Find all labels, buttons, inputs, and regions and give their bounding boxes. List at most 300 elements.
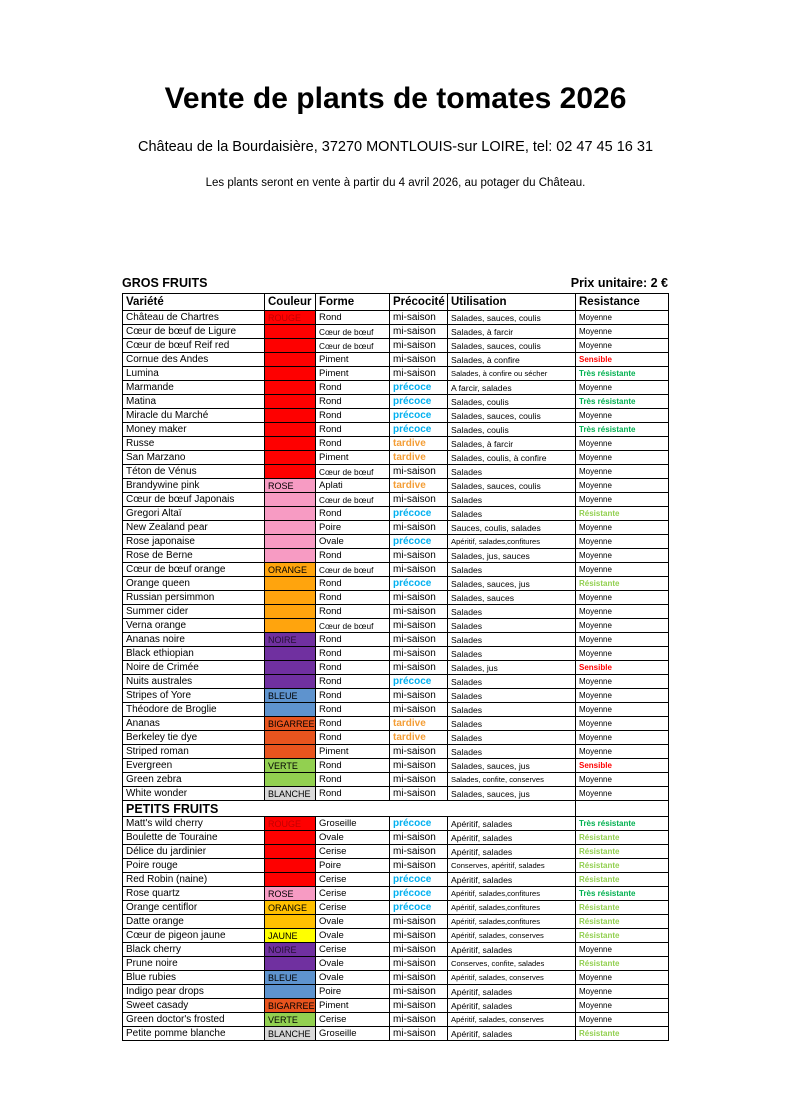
variety-cell: Poire rouge — [123, 859, 265, 873]
variety-cell: Délice du jardinier — [123, 845, 265, 859]
table-row — [123, 619, 669, 633]
utilisation-cell: Apéritif, salades,confitures — [448, 887, 576, 901]
color-swatch-cell: NOIRE — [265, 943, 316, 957]
variety-cell: Téton de Vénus — [123, 465, 265, 479]
table-row — [123, 817, 669, 831]
table-row — [123, 577, 669, 591]
variety-cell: Berkeley tie dye — [123, 731, 265, 745]
forme-cell: Piment — [316, 367, 390, 381]
precocite-cell: mi-saison — [390, 325, 448, 339]
precocite-cell: mi-saison — [390, 703, 448, 717]
color-swatch-cell — [265, 845, 316, 859]
forme-cell: Ovale — [316, 535, 390, 549]
precocite-cell: précoce — [390, 423, 448, 437]
color-swatch-cell — [265, 339, 316, 353]
precocite-cell: mi-saison — [390, 339, 448, 353]
resistance-cell: Moyenne — [576, 381, 669, 395]
precocite-cell: mi-saison — [390, 521, 448, 535]
variety-cell: Matina — [123, 395, 265, 409]
table-row — [123, 311, 669, 325]
resistance-cell: Résistante — [576, 915, 669, 929]
forme-cell: Cœur de bœuf — [316, 563, 390, 577]
variety-cell: Ananas — [123, 717, 265, 731]
color-swatch-cell: ORANGE — [265, 901, 316, 915]
precocite-cell: mi-saison — [390, 563, 448, 577]
table-row — [123, 773, 669, 787]
utilisation-cell: Apéritif, salades — [448, 817, 576, 831]
gros-fruits-label: GROS FRUITS — [122, 276, 208, 290]
precocite-cell: mi-saison — [390, 929, 448, 943]
variety-cell: Evergreen — [123, 759, 265, 773]
utilisation-cell: Apéritif, salades — [448, 999, 576, 1013]
forme-cell: Cœur de bœuf — [316, 619, 390, 633]
precocite-cell: mi-saison — [390, 859, 448, 873]
variety-cell: Cœur de bœuf Japonais — [123, 493, 265, 507]
table-row — [123, 831, 669, 845]
precocite-cell: précoce — [390, 873, 448, 887]
variety-cell: Prune noire — [123, 957, 265, 971]
resistance-cell: Résistante — [576, 577, 669, 591]
color-swatch-cell — [265, 675, 316, 689]
table-row — [123, 605, 669, 619]
precocite-cell: précoce — [390, 381, 448, 395]
color-swatch-cell — [265, 957, 316, 971]
page-title: Vente de plants de tomates 2026 — [164, 82, 627, 115]
utilisation-cell: Salades, coulis — [448, 395, 576, 409]
table-row — [123, 633, 669, 647]
forme-cell: Ovale — [316, 957, 390, 971]
table-row — [123, 353, 669, 367]
table-row — [123, 901, 669, 915]
variety-cell: Gregori Altaï — [123, 507, 265, 521]
resistance-cell: Moyenne — [576, 311, 669, 325]
forme-cell: Poire — [316, 985, 390, 999]
precocite-cell: précoce — [390, 395, 448, 409]
variety-cell: Lumina — [123, 367, 265, 381]
precocite-cell: mi-saison — [390, 831, 448, 845]
variety-cell: Rose japonaise — [123, 535, 265, 549]
utilisation-cell: Apéritif, salades, conserves — [448, 929, 576, 943]
sale-note: Les plants seront en vente à partir du 4 avril 2026, au potager du Château. — [205, 177, 586, 189]
resistance-cell: Résistante — [576, 873, 669, 887]
resistance-cell: Sensible — [576, 661, 669, 675]
variety-cell: Boulette de Touraine — [123, 831, 265, 845]
precocite-cell: précoce — [390, 577, 448, 591]
forme-cell: Piment — [316, 999, 390, 1013]
resistance-cell: Moyenne — [576, 549, 669, 563]
forme-cell: Ovale — [316, 929, 390, 943]
document-page — [0, 82, 791, 1106]
color-swatch-cell: BLEUE — [265, 971, 316, 985]
resistance-cell: Moyenne — [576, 535, 669, 549]
variety-cell: Red Robin (naine) — [123, 873, 265, 887]
resistance-cell: Très résistante — [576, 367, 669, 381]
utilisation-cell: Salades — [448, 647, 576, 661]
table-header-row — [123, 294, 669, 311]
utilisation-cell: Salades, sauces, coulis — [448, 311, 576, 325]
utilisation-cell: Salades, coulis, à confire — [448, 451, 576, 465]
table-row — [123, 971, 669, 985]
variety-cell: Datte orange — [123, 915, 265, 929]
forme-cell: Rond — [316, 675, 390, 689]
variety-cell: New Zealand pear — [123, 521, 265, 535]
variety-cell: Green doctor's frosted — [123, 1013, 265, 1027]
resistance-cell: Moyenne — [576, 521, 669, 535]
color-swatch-cell: NOIRE — [265, 633, 316, 647]
resistance-cell: Moyenne — [576, 787, 669, 801]
precocite-cell: mi-saison — [390, 773, 448, 787]
table-row — [123, 873, 669, 887]
color-swatch-cell: BLANCHE — [265, 1027, 316, 1041]
utilisation-cell: Salades — [448, 717, 576, 731]
resistance-cell: Moyenne — [576, 325, 669, 339]
variety-cell: Petite pomme blanche — [123, 1027, 265, 1041]
precocite-cell: mi-saison — [390, 957, 448, 971]
precocite-cell: tardive — [390, 451, 448, 465]
table-row — [123, 985, 669, 999]
resistance-cell: Résistante — [576, 845, 669, 859]
precocite-cell: mi-saison — [390, 915, 448, 929]
table-row — [123, 325, 669, 339]
color-swatch-cell — [265, 873, 316, 887]
table-row — [123, 957, 669, 971]
color-swatch-cell — [265, 619, 316, 633]
variety-cell: Money maker — [123, 423, 265, 437]
table-row — [123, 423, 669, 437]
utilisation-cell: Salades, à confire ou sécher — [448, 367, 576, 381]
variety-cell: Orange queen — [123, 577, 265, 591]
resistance-cell: Résistante — [576, 929, 669, 943]
resistance-cell: Moyenne — [576, 647, 669, 661]
resistance-cell: Moyenne — [576, 493, 669, 507]
forme-cell: Rond — [316, 507, 390, 521]
variety-cell: Russe — [123, 437, 265, 451]
precocite-cell: mi-saison — [390, 689, 448, 703]
color-swatch-cell: ORANGE — [265, 563, 316, 577]
forme-cell: Rond — [316, 381, 390, 395]
utilisation-cell: Apéritif, salades — [448, 943, 576, 957]
table-row — [123, 535, 669, 549]
forme-cell: Rond — [316, 759, 390, 773]
table-row — [123, 943, 669, 957]
variety-cell: Ananas noire — [123, 633, 265, 647]
forme-cell: Cerise — [316, 901, 390, 915]
table-row — [123, 787, 669, 801]
color-swatch-cell — [265, 831, 316, 845]
variety-cell: San Marzano — [123, 451, 265, 465]
forme-cell: Groseille — [316, 817, 390, 831]
color-swatch-cell — [265, 381, 316, 395]
forme-cell: Poire — [316, 521, 390, 535]
resistance-cell: Résistante — [576, 507, 669, 521]
resistance-cell: Résistante — [576, 831, 669, 845]
color-swatch-cell — [265, 985, 316, 999]
table-row — [123, 759, 669, 773]
forme-cell: Rond — [316, 633, 390, 647]
color-swatch-cell: BIGARREE — [265, 717, 316, 731]
variety-cell: Summer cider — [123, 605, 265, 619]
variety-cell: Rose quartz — [123, 887, 265, 901]
forme-cell: Rond — [316, 437, 390, 451]
color-swatch-cell — [265, 535, 316, 549]
table-row — [123, 591, 669, 605]
resistance-cell: Moyenne — [576, 717, 669, 731]
variety-cell: Noire de Crimée — [123, 661, 265, 675]
table-row — [123, 675, 669, 689]
forme-cell: Rond — [316, 311, 390, 325]
variety-cell: Château de Chartres — [123, 311, 265, 325]
forme-cell: Rond — [316, 773, 390, 787]
resistance-cell: Résistante — [576, 957, 669, 971]
precocite-cell: mi-saison — [390, 745, 448, 759]
utilisation-cell: Salades — [448, 619, 576, 633]
precocite-cell: précoce — [390, 901, 448, 915]
resistance-cell: Moyenne — [576, 437, 669, 451]
resistance-cell: Moyenne — [576, 619, 669, 633]
table-row — [123, 689, 669, 703]
precocite-cell: mi-saison — [390, 605, 448, 619]
forme-cell: Cerise — [316, 845, 390, 859]
utilisation-cell: Salades, jus — [448, 661, 576, 675]
color-swatch-cell — [265, 605, 316, 619]
utilisation-cell: Salades, sauces, coulis — [448, 479, 576, 493]
resistance-cell: Moyenne — [576, 451, 669, 465]
utilisation-cell: Salades, à confire — [448, 353, 576, 367]
resistance-cell: Moyenne — [576, 1013, 669, 1027]
utilisation-cell: Salades — [448, 465, 576, 479]
resistance-cell: Résistante — [576, 859, 669, 873]
table-row — [123, 367, 669, 381]
resistance-cell: Très résistante — [576, 887, 669, 901]
utilisation-cell: Apéritif, salades, conserves — [448, 971, 576, 985]
color-swatch-cell — [265, 437, 316, 451]
precocite-cell: mi-saison — [390, 591, 448, 605]
precocite-cell: précoce — [390, 507, 448, 521]
variety-cell: Marmande — [123, 381, 265, 395]
forme-cell: Cerise — [316, 887, 390, 901]
precocite-cell: mi-saison — [390, 619, 448, 633]
table-row — [123, 521, 669, 535]
precocite-cell: mi-saison — [390, 943, 448, 957]
table-row — [123, 717, 669, 731]
precocite-cell: précoce — [390, 817, 448, 831]
color-swatch-cell — [265, 661, 316, 675]
table-row — [123, 929, 669, 943]
variety-cell: Matt's wild cherry — [123, 817, 265, 831]
resistance-cell: Très résistante — [576, 423, 669, 437]
color-swatch-cell — [265, 465, 316, 479]
color-swatch-cell — [265, 521, 316, 535]
color-swatch-cell — [265, 493, 316, 507]
variety-cell: Théodore de Broglie — [123, 703, 265, 717]
resistance-cell: Moyenne — [576, 689, 669, 703]
tomato-varieties-table — [122, 293, 669, 1041]
color-swatch-cell: VERTE — [265, 759, 316, 773]
color-swatch-cell — [265, 409, 316, 423]
precocite-cell: précoce — [390, 675, 448, 689]
utilisation-cell: Apéritif, salades — [448, 1027, 576, 1041]
resistance-cell: Résistante — [576, 901, 669, 915]
forme-cell: Rond — [316, 647, 390, 661]
precocite-cell: mi-saison — [390, 985, 448, 999]
utilisation-cell: Salades — [448, 731, 576, 745]
color-swatch-cell — [265, 353, 316, 367]
forme-cell: Rond — [316, 549, 390, 563]
utilisation-cell: Apéritif, salades, conserves — [448, 1013, 576, 1027]
section-label: PETITS FRUITS — [123, 801, 576, 817]
forme-cell: Rond — [316, 689, 390, 703]
forme-cell: Cœur de bœuf — [316, 339, 390, 353]
variety-cell: Cornue des Andes — [123, 353, 265, 367]
precocite-cell: mi-saison — [390, 367, 448, 381]
forme-cell: Piment — [316, 451, 390, 465]
forme-cell: Cerise — [316, 873, 390, 887]
color-swatch-cell — [265, 731, 316, 745]
forme-cell: Rond — [316, 787, 390, 801]
utilisation-cell: Salades, sauces, jus — [448, 759, 576, 773]
utilisation-cell: Salades, sauces, jus — [448, 577, 576, 591]
color-swatch-cell — [265, 773, 316, 787]
color-swatch-cell — [265, 423, 316, 437]
utilisation-cell: Salades — [448, 675, 576, 689]
utilisation-cell: Salades, jus, sauces — [448, 549, 576, 563]
variety-cell: Green zebra — [123, 773, 265, 787]
forme-cell: Ovale — [316, 971, 390, 985]
utilisation-cell: Salades, sauces, coulis — [448, 339, 576, 353]
forme-cell: Rond — [316, 661, 390, 675]
forme-cell: Aplati — [316, 479, 390, 493]
resistance-cell: Moyenne — [576, 773, 669, 787]
table-row — [123, 999, 669, 1013]
color-swatch-cell — [265, 507, 316, 521]
forme-cell: Rond — [316, 423, 390, 437]
utilisation-cell: Apéritif, salades — [448, 845, 576, 859]
resistance-cell: Moyenne — [576, 703, 669, 717]
utilisation-cell: Conserves, confite, salades — [448, 957, 576, 971]
utilisation-cell: Apéritif, salades — [448, 873, 576, 887]
column-header-forme: Forme — [316, 294, 390, 311]
color-swatch-cell — [265, 549, 316, 563]
variety-cell: Cœur de bœuf Reif red — [123, 339, 265, 353]
resistance-cell: Sensible — [576, 759, 669, 773]
resistance-cell: Moyenne — [576, 479, 669, 493]
table-row — [123, 647, 669, 661]
color-swatch-cell: ROSE — [265, 479, 316, 493]
table-caption-row — [122, 276, 668, 290]
color-swatch-cell — [265, 703, 316, 717]
resistance-cell: Moyenne — [576, 633, 669, 647]
table-row — [123, 845, 669, 859]
variety-cell: Cœur de bœuf de Ligure — [123, 325, 265, 339]
table-row — [123, 661, 669, 675]
color-swatch-cell — [265, 745, 316, 759]
section-row — [123, 801, 669, 817]
utilisation-cell: Salades, sauces — [448, 591, 576, 605]
resistance-cell: Moyenne — [576, 409, 669, 423]
precocite-cell: mi-saison — [390, 633, 448, 647]
resistance-cell: Moyenne — [576, 675, 669, 689]
utilisation-cell: Salades — [448, 507, 576, 521]
utilisation-cell: Apéritif, salades,confitures — [448, 535, 576, 549]
color-swatch-cell: BLANCHE — [265, 787, 316, 801]
variety-cell: Indigo pear drops — [123, 985, 265, 999]
variety-cell: Cœur de bœuf orange — [123, 563, 265, 577]
forme-cell: Rond — [316, 577, 390, 591]
variety-cell: Verna orange — [123, 619, 265, 633]
variety-cell: Russian persimmon — [123, 591, 265, 605]
utilisation-cell: Salades — [448, 563, 576, 577]
precocite-cell: précoce — [390, 409, 448, 423]
precocite-cell: mi-saison — [390, 549, 448, 563]
precocite-cell: tardive — [390, 479, 448, 493]
resistance-cell: Moyenne — [576, 971, 669, 985]
precocite-cell: précoce — [390, 887, 448, 901]
variety-cell: Black cherry — [123, 943, 265, 957]
utilisation-cell: Salades — [448, 493, 576, 507]
forme-cell: Piment — [316, 353, 390, 367]
table-row — [123, 493, 669, 507]
color-swatch-cell: BLEUE — [265, 689, 316, 703]
utilisation-cell: Salades, sauces, jus — [448, 787, 576, 801]
color-swatch-cell — [265, 915, 316, 929]
column-header-variete: Variété — [123, 294, 265, 311]
variety-cell: Orange centiflor — [123, 901, 265, 915]
forme-cell: Rond — [316, 591, 390, 605]
precocite-cell: mi-saison — [390, 465, 448, 479]
resistance-cell: Moyenne — [576, 943, 669, 957]
utilisation-cell: Salades — [448, 689, 576, 703]
precocite-cell: tardive — [390, 717, 448, 731]
resistance-cell: Sensible — [576, 353, 669, 367]
precocite-cell: tardive — [390, 437, 448, 451]
forme-cell: Cœur de bœuf — [316, 325, 390, 339]
color-swatch-cell: ROUGE — [265, 311, 316, 325]
forme-cell: Rond — [316, 717, 390, 731]
table-row — [123, 745, 669, 759]
forme-cell: Rond — [316, 605, 390, 619]
resistance-cell: Moyenne — [576, 999, 669, 1013]
table-row — [123, 479, 669, 493]
utilisation-cell: Salades, à farcir — [448, 437, 576, 451]
forme-cell: Cerise — [316, 943, 390, 957]
utilisation-cell: Salades, confite, conserves — [448, 773, 576, 787]
color-swatch-cell — [265, 577, 316, 591]
precocite-cell: mi-saison — [390, 787, 448, 801]
variety-cell: Sweet casady — [123, 999, 265, 1013]
precocite-cell: tardive — [390, 731, 448, 745]
color-swatch-cell — [265, 591, 316, 605]
table-row — [123, 703, 669, 717]
table-row — [123, 465, 669, 479]
utilisation-cell: Salades — [448, 703, 576, 717]
utilisation-cell: Salades — [448, 605, 576, 619]
table-row — [123, 409, 669, 423]
forme-cell: Rond — [316, 395, 390, 409]
precocite-cell: mi-saison — [390, 999, 448, 1013]
forme-cell: Poire — [316, 859, 390, 873]
column-header-utilisation: Utilisation — [448, 294, 576, 311]
forme-cell: Rond — [316, 731, 390, 745]
color-swatch-cell — [265, 325, 316, 339]
forme-cell: Ovale — [316, 915, 390, 929]
color-swatch-cell — [265, 451, 316, 465]
color-swatch-cell — [265, 395, 316, 409]
utilisation-cell: Sauces, coulis, salades — [448, 521, 576, 535]
resistance-cell: Très résistante — [576, 817, 669, 831]
column-header-precocite: Précocité — [390, 294, 448, 311]
column-header-couleur: Couleur — [265, 294, 316, 311]
color-swatch-cell: JAUNE — [265, 929, 316, 943]
